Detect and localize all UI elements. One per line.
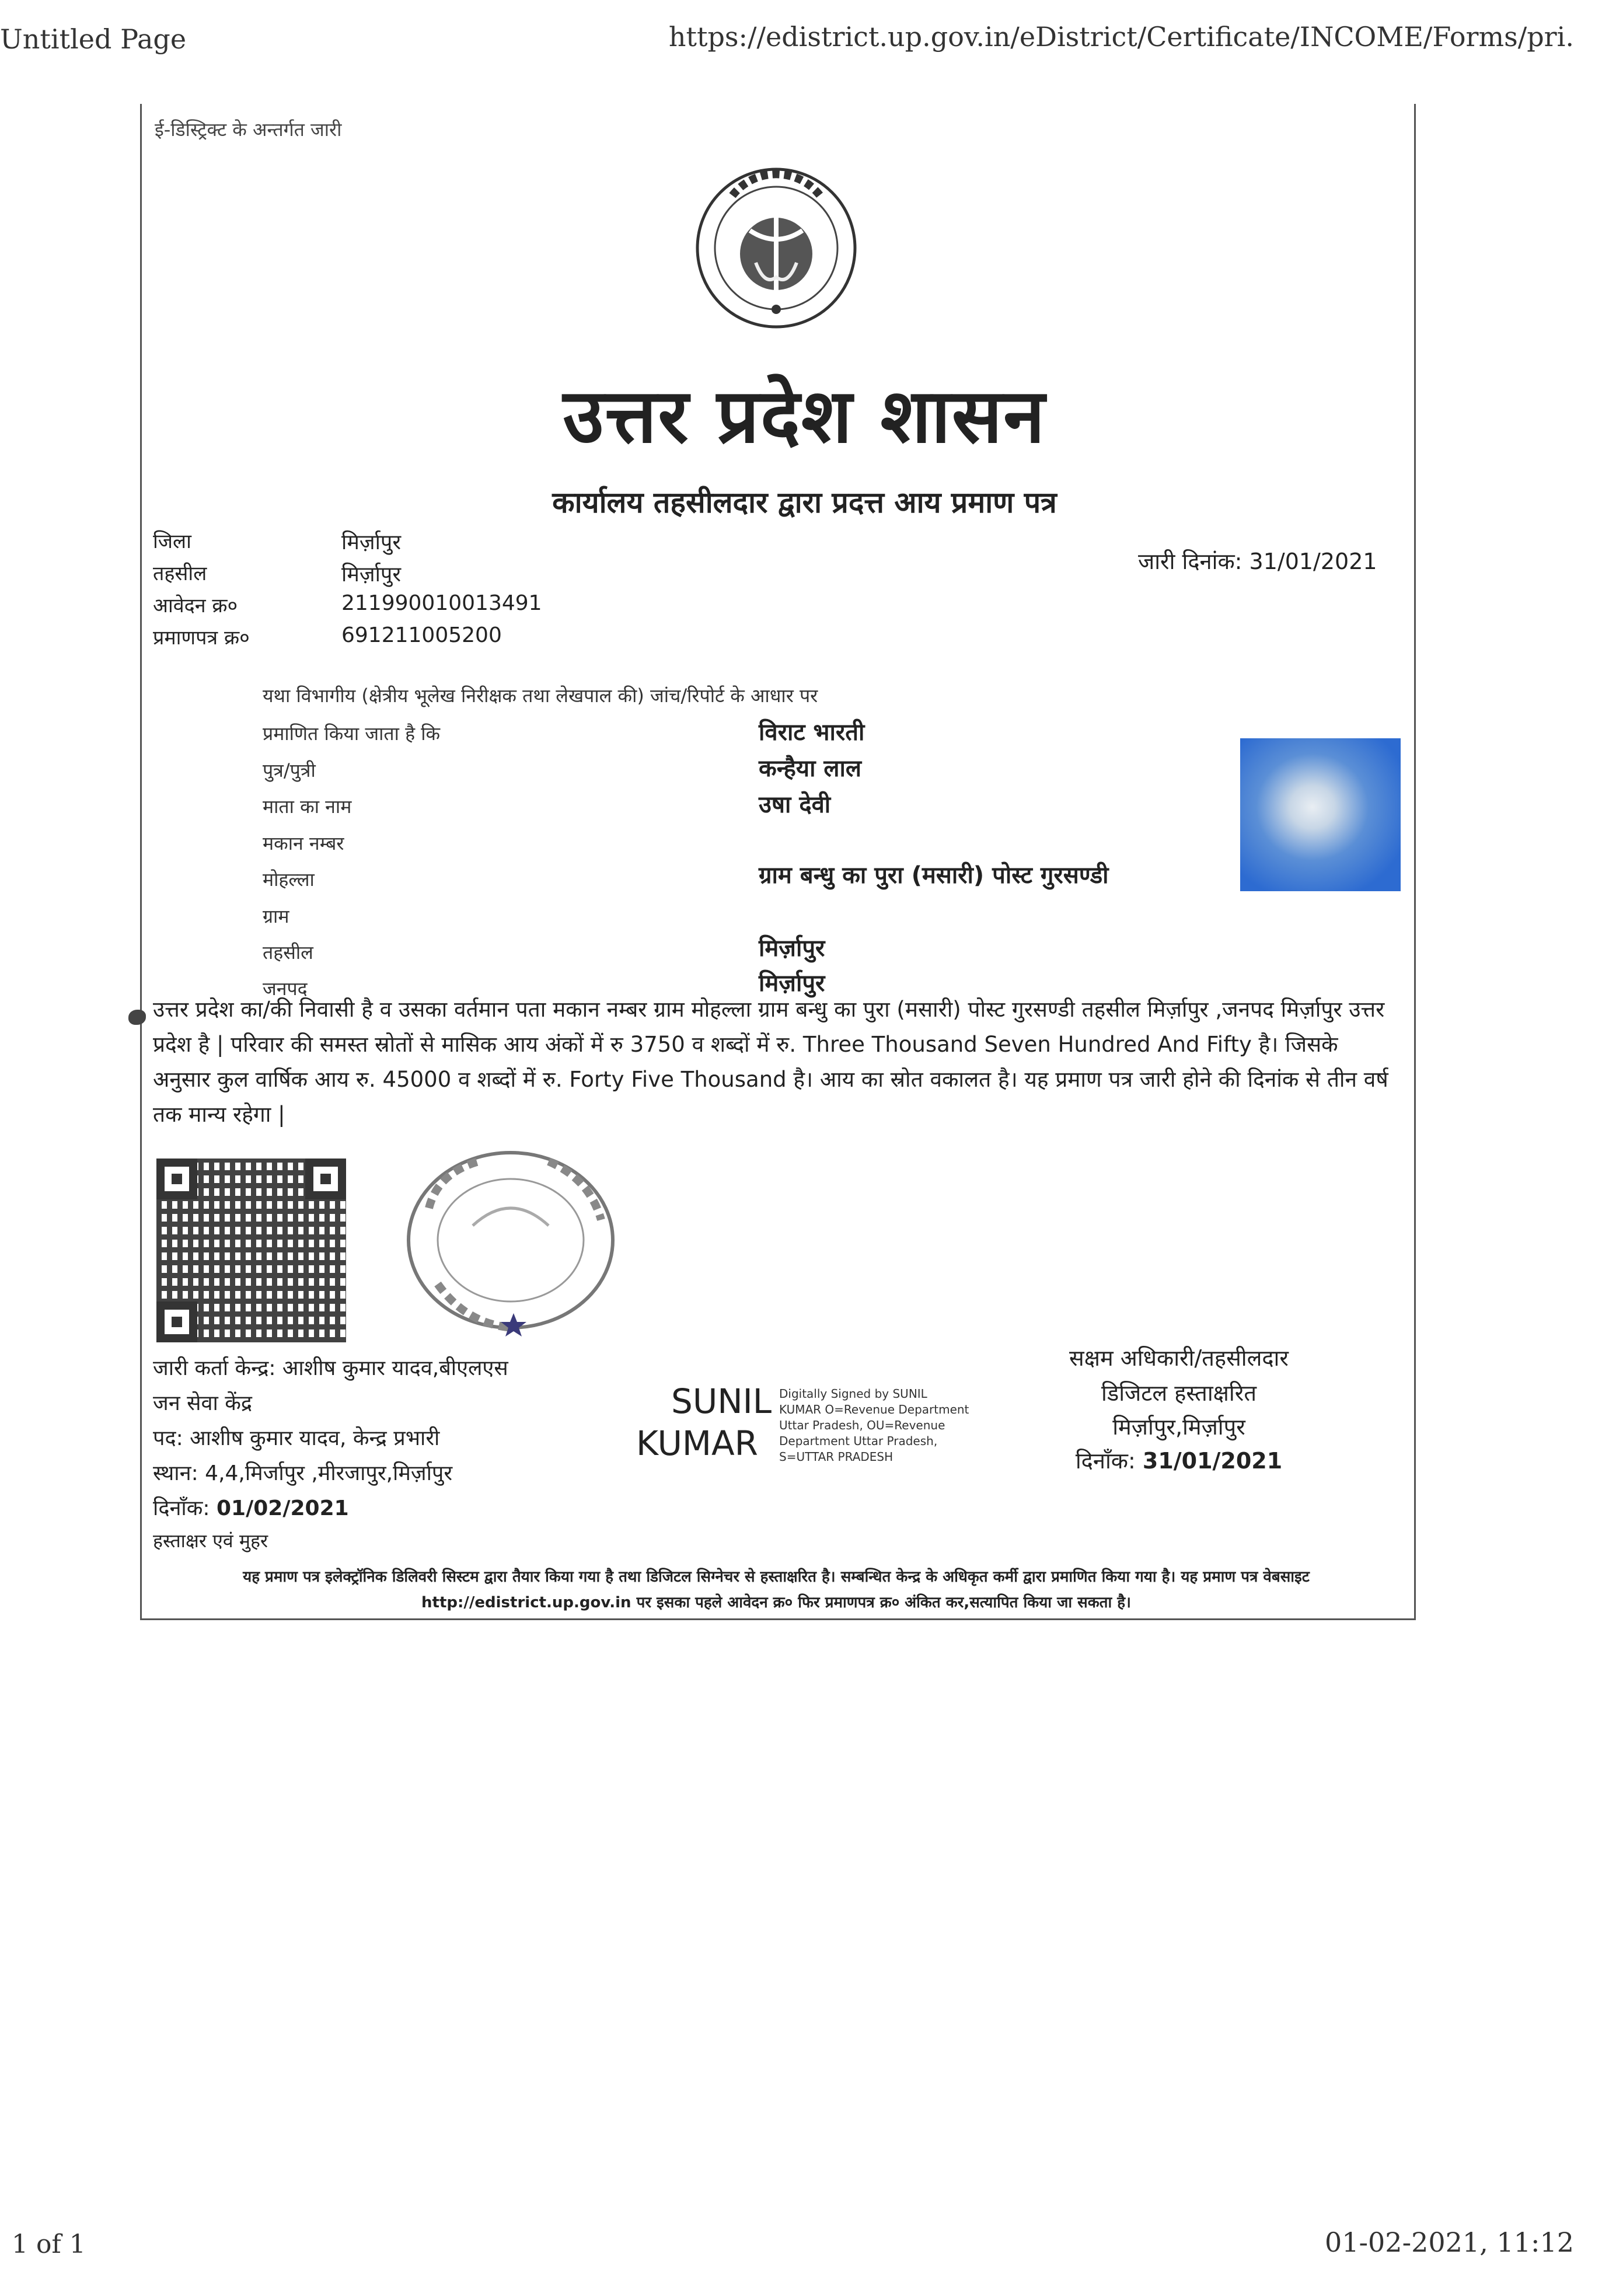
meta-label-tehsil: तहसील [153,562,207,585]
signer-last-name: KUMAR [636,1423,758,1463]
meta-value-district: मिर्ज़ापुर [341,531,402,554]
detail-label-house-no: मकान नम्बर [263,832,344,854]
detail-label-village: ग्राम [263,905,289,927]
issuer-designation: पद: आशीष कुमार यादव, केन्द्र प्रभारी [153,1426,440,1450]
detail-value-tehsil: मिर्ज़ापुर [759,935,825,962]
meta-label-district: जिला [153,530,191,553]
up-government-emblem-icon [692,160,861,336]
top-note: ई-डिस्ट्रिक्ट के अन्तर्गत जारी [155,118,342,141]
issuer-date-value: 01/02/2021 [216,1496,349,1520]
detail-label-mother: माता का नाम [263,795,352,818]
digital-signature-detail: Digitally Signed by SUNIL KUMAR O=Revenue Department Uttar Pradesh, OU=Revenue Department Uttar Pradesh, S=UTTAR PRADESH [779,1387,969,1464]
meta-label-application-no: आवेदन क्र० [153,594,238,617]
authority-place: मिर्ज़ापुर,मिर्ज़ापुर [1112,1414,1245,1440]
government-title: उत्तर प्रदेश शासन [563,373,1046,460]
issuer-date-label: दिनाँक: [153,1496,210,1520]
qr-finder-top-right [305,1159,346,1199]
detail-value-district: मिर्ज़ापुर [759,970,825,997]
print-timestamp: 01-02-2021, 11:12 [1324,2227,1574,2258]
verification-footer-note: यह प्रमाण पत्र इलेक्ट्रॉनिक डिलिवरी सिस्टम द्वारा तैयार किया गया है तथा डिजिटल सिग्नेचर से हस्ताक्षरित है। सम्बन्धित केन्द्र के अधिकृत कर्मी द्वारा प्रमाणित किया गया है। यह प्रमाण पत्र वेबसाइट http://edistrict.up.gov.in पर इसका पहले आवेदन क्र० फिर प्रमाणपत्र क्र० अंकित कर,सत्यापित किया जा सकता है। [243,1568,1310,1611]
meta-value-tehsil: मिर्ज़ापुर [341,563,402,587]
detail-value-locality: ग्राम बन्धु का पुरा (मसारी) पोस्ट गुरसण्डी [759,862,1109,889]
authority-date [1027,1445,1331,1475]
print-url: https://edistrict.up.gov.in/eDistrict/Certificate/INCOME/Forms/pri. [668,21,1574,53]
meta-label-certificate-no: प्रमाणपत्र क्र० [153,626,250,650]
meta-value-certificate-no: 691211005200 [341,623,502,647]
issuer-date [153,1493,349,1522]
applicant-photo [1240,738,1401,891]
verification-intro: यथा विभागीय (क्षेत्रीय भूलेख निरीक्षक तथा लेखपाल की) जांच/रिपोर्ट के आधार पर [263,685,818,707]
detail-label-locality: मोहल्ला [263,868,315,891]
qr-finder-top-left [156,1159,197,1199]
detail-value-parent: कन्हैया लाल [759,755,862,782]
detail-label-certified: प्रमाणित किया जाता है कि [263,723,441,745]
certificate-body: उत्तर प्रदेश का/की निवासी है व उसका वर्तमान पता मकान नम्बर ग्राम मोहल्ला ग्राम बन्धु का पुरा (मसारी) पोस्ट गुरसण्डी तहसील मिर्ज़ापुर ,जनपद मिर्ज़ापुर उत्तर प्रदेश है | परिवार की समस्त स्रोतों से मासिक आय अंकों में रु 3750 व शब्दों में रु. Three Thousand Seven Hundred And Fifty है। जिसके अनुसार कुल वार्षिक आय रु. 45000 व शब्दों में रु. Forty Five Thousand है। आय का स्रोत वकालत है। यह प्रमाण पत्र जारी होने की दिनांक से तीन वर्ष तक मान्य रहेगा | [153,997,1388,1127]
digital-signature-name [636,1380,772,1464]
detail-value-mother: उषा देवी [759,791,831,818]
signer-first-name: SUNIL [671,1381,772,1421]
certificate-title: कार्यालय तहसीलदार द्वारा प्रदत्त आय प्रमाण पत्र [552,486,1057,519]
ink-mark [128,1010,146,1025]
detail-value-name: विराट भारती [759,719,865,746]
qr-finder-bottom-left [156,1301,197,1342]
issuer-place: स्थान: 4,4,मिर्जापुर ,मीरजापुर,मिर्ज़ापुर [153,1461,453,1485]
issue-date-label: जारी दिनांक: [1138,549,1242,574]
issue-date [1138,546,1377,576]
qr-code [156,1159,346,1342]
detail-label-district: जनपद [263,978,308,1000]
centre-type: जन सेवा केंद्र [153,1391,253,1415]
authority-date-value: 31/01/2021 [1142,1448,1283,1474]
office-seal-stamp [374,1138,642,1348]
issue-date-value: 31/01/2021 [1249,549,1377,574]
print-page-title: Untitled Page [0,23,187,55]
detail-label-tehsil: तहसील [263,941,313,964]
detail-label-parent: पुत्र/पुत्री [263,759,316,781]
signature-seal-label: हस्ताक्षर एवं मुहर [153,1530,268,1552]
meta-value-application-no: 211990010013491 [341,591,542,615]
authority-date-label: दिनाँक: [1075,1448,1136,1474]
authority-signed: डिजिटल हस्ताक्षरित [1101,1380,1257,1406]
issuing-centre: जारी कर्ता केन्द्र: आशीष कुमार यादव,बीएलएस [153,1356,508,1380]
authority-title: सक्षम अधिकारी/तहसीलदार [1069,1345,1289,1371]
print-page-count: 1 of 1 [12,2229,86,2259]
